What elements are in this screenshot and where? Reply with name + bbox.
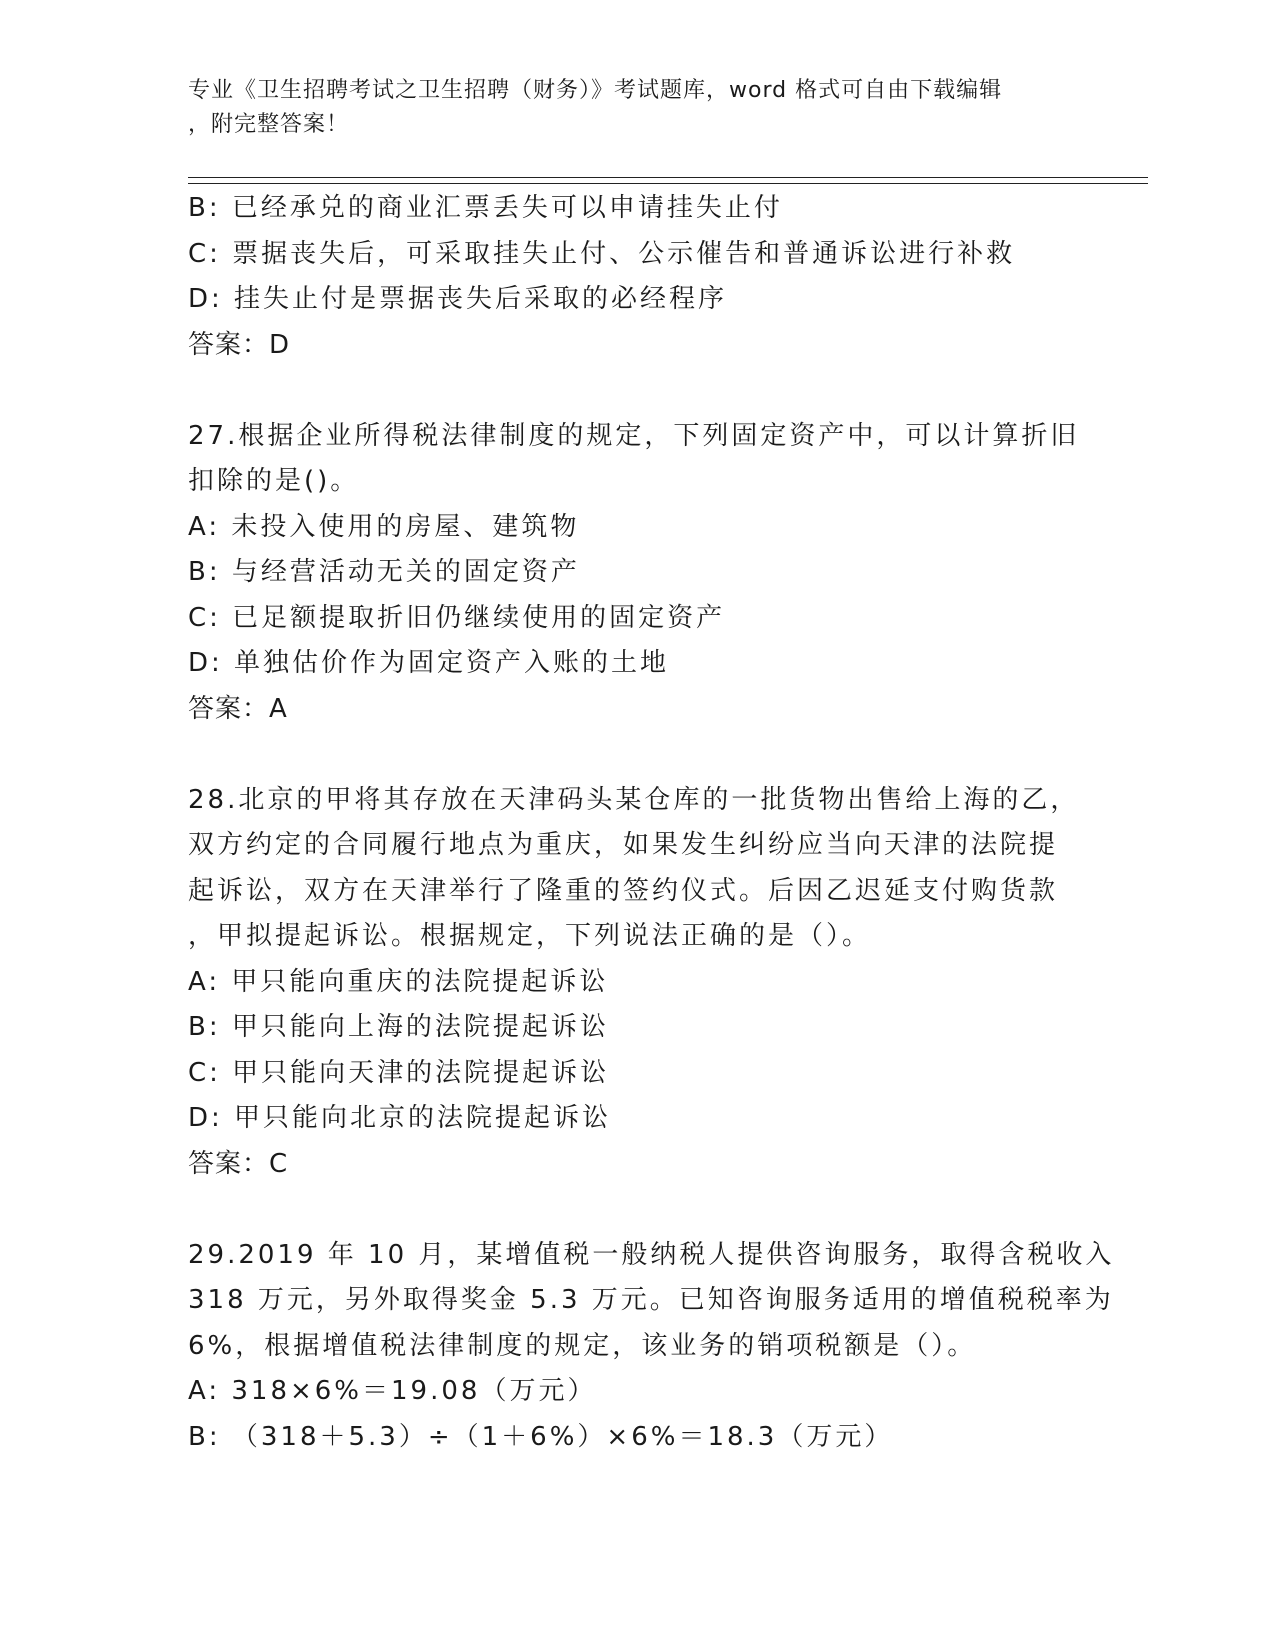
option-b: B: 与经营活动无关的固定资产 — [188, 557, 580, 587]
option-c: C: 已足额提取折旧仍继续使用的固定资产 — [188, 602, 726, 633]
option-b: B: 已经承兑的商业汇票丢失可以申请挂失止付 — [188, 193, 783, 223]
option-a: A: 318×6%＝19.08（万元） — [188, 1376, 597, 1406]
option-a: A: 甲只能向重庆的法院提起诉讼 — [188, 966, 609, 997]
question-stem: 6%，根据增值税法律制度的规定，该业务的销项税额是（）。 — [188, 1330, 977, 1361]
question-28 — [188, 778, 1088, 1188]
option-a: A: 未投入使用的房屋、建筑物 — [188, 511, 580, 542]
option-d: D: 挂失止付是票据丧失后采取的必经程序 — [188, 284, 728, 314]
header-divider-bottom — [188, 183, 1148, 184]
spacer — [188, 1187, 1088, 1233]
spacer — [188, 732, 1088, 778]
question-stem: 28.北京的甲将其存放在天津码头某仓库的一批货物出售给上海的乙， — [188, 784, 1080, 815]
answer: 答案：C — [188, 1148, 289, 1179]
spacer — [188, 368, 1088, 414]
document-header — [188, 74, 1088, 142]
option-b: B: （318＋5.3）÷（1＋6%）×6%＝18.3（万元） — [188, 1421, 894, 1452]
header-title-line-1: 专业《卫生招聘考试之卫生招聘（财务）》考试题库，word 格式可自由下载编辑 — [188, 78, 1003, 103]
header-title-line-2: ，附完整答案！ — [188, 112, 350, 137]
answer: 答案：A — [188, 693, 288, 724]
question-stem: 29.2019 年 10 月，某增值税一般纳税人提供咨询服务，取得含税收入 — [188, 1239, 1115, 1270]
question-list — [188, 186, 1115, 1460]
question-stem: 318 万元，另外取得奖金 5.3 万元。已知咨询服务适用的增值税税率为 — [188, 1285, 1114, 1315]
option-b: B: 甲只能向上海的法院提起诉讼 — [188, 1012, 609, 1042]
question-stem: 扣除的是()。 — [188, 466, 360, 496]
header-divider-top — [188, 177, 1148, 178]
question-27 — [188, 414, 1088, 733]
question-stem: 27.根据企业所得税法律制度的规定，下列固定资产中，可以计算折旧 — [188, 420, 1080, 451]
question-29 — [188, 1233, 1115, 1461]
question-stem: ，甲拟提起诉讼。根据规定，下列说法正确的是（）。 — [188, 921, 872, 951]
option-c: C: 票据丧失后，可采取挂失止付、公示催告和普通诉讼进行补救 — [188, 238, 1016, 269]
question-stem: 双方约定的合同履行地点为重庆，如果发生纠纷应当向天津的法院提 — [188, 830, 1059, 860]
option-d: D: 甲只能向北京的法院提起诉讼 — [188, 1103, 612, 1133]
option-c: C: 甲只能向天津的法院提起诉讼 — [188, 1057, 610, 1088]
option-d: D: 单独估价作为固定资产入账的土地 — [188, 648, 670, 678]
question-26-continued — [188, 186, 1088, 368]
question-stem: 起诉讼，双方在天津举行了隆重的签约仪式。后因乙迟延支付购货款 — [188, 875, 1059, 906]
answer: 答案：D — [188, 329, 291, 360]
